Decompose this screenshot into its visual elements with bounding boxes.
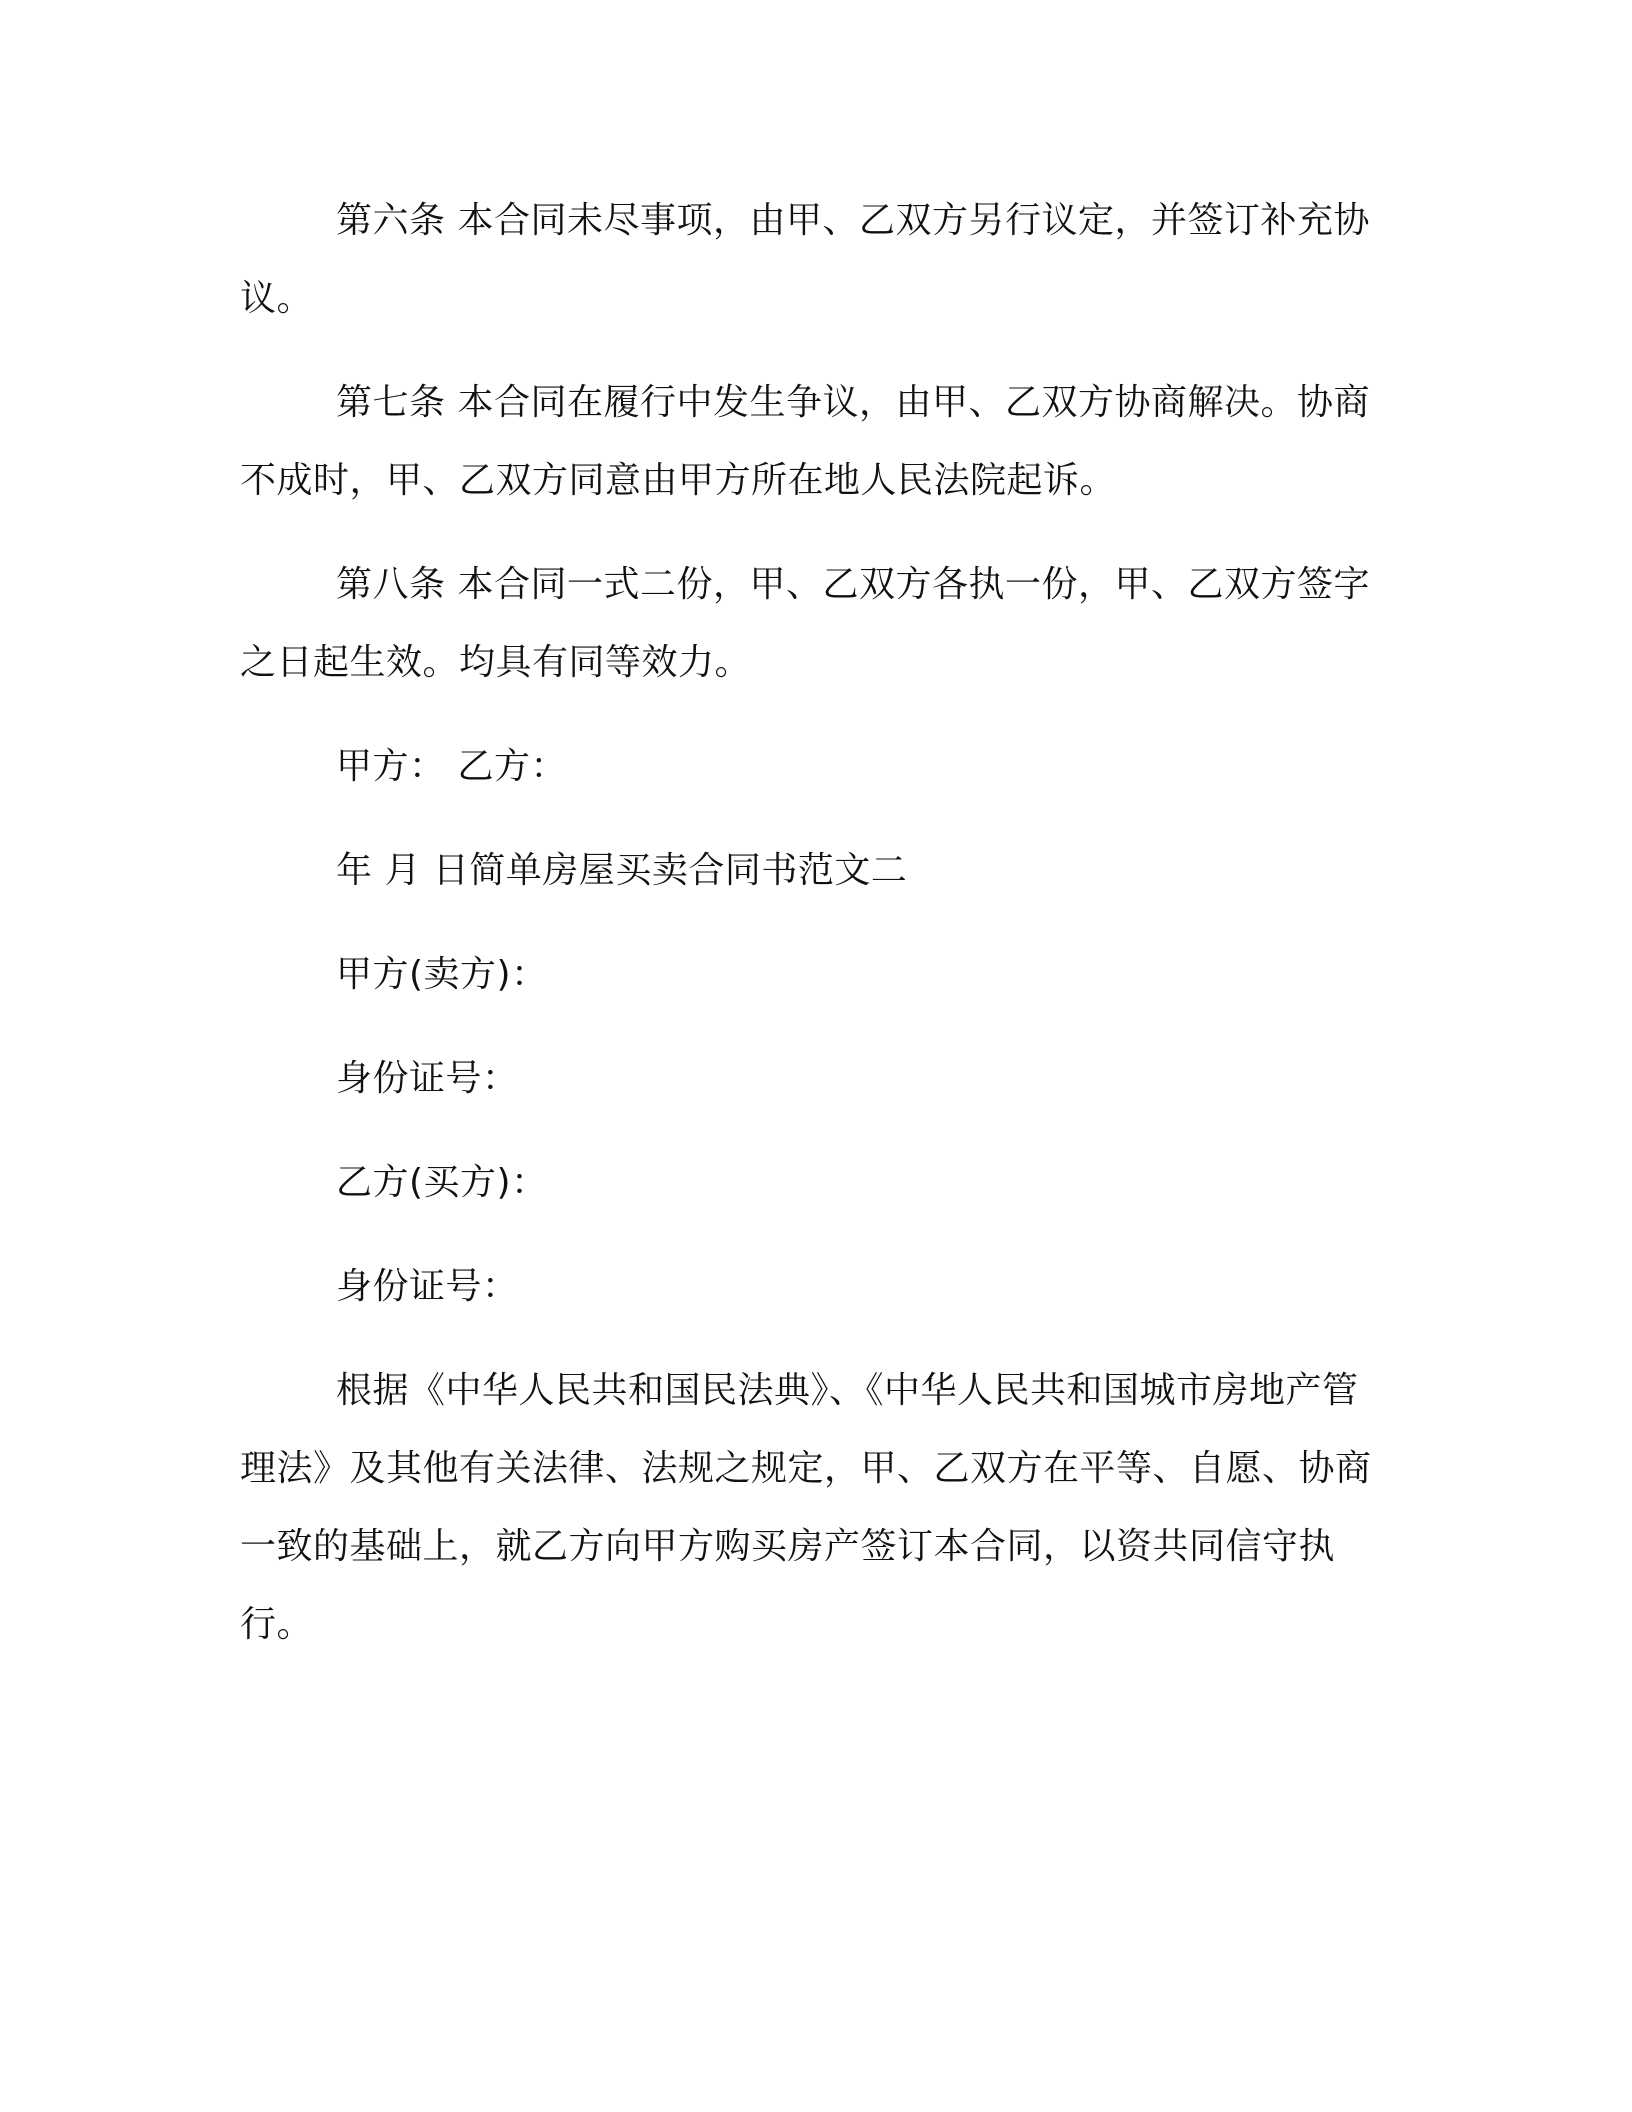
clause-seven: 第七条 本合同在履行中发生争议，由甲、乙双方协商解决。协商不成时，甲、乙双方同意由甲方所在地人民法院起诉。 — [240, 382, 1370, 501]
clause-six: 第六条 本合同未尽事项，由甲、乙双方另行议定，并签订补充协议。 — [240, 200, 1370, 319]
seller-field: 甲方(卖方)： — [336, 954, 548, 995]
seller-id-field: 身份证号： — [336, 1058, 519, 1099]
clause-eight: 第八条 本合同一式二份，甲、乙双方各执一份，甲、乙双方签字之日起生效。均具有同等效力。 — [240, 564, 1370, 683]
preamble-paragraph: 根据《中华人民共和国民法典》、《中华人民共和国城市房地产管理法》及其他有关法律、法规之规定，甲、乙双方在平等、自愿、协商一致的基础上，就乙方向甲方购买房产签订本合同，以资共同信守执行。 — [240, 1370, 1372, 1645]
party-signature-line: 甲方： 乙方： — [336, 746, 567, 787]
date-and-second-title: 年 月 日简单房屋买卖合同书范文二 — [336, 850, 908, 891]
buyer-field: 乙方(买方)： — [336, 1162, 548, 1203]
document-body — [240, 182, 1390, 1664]
buyer-id-field: 身份证号： — [336, 1266, 519, 1307]
